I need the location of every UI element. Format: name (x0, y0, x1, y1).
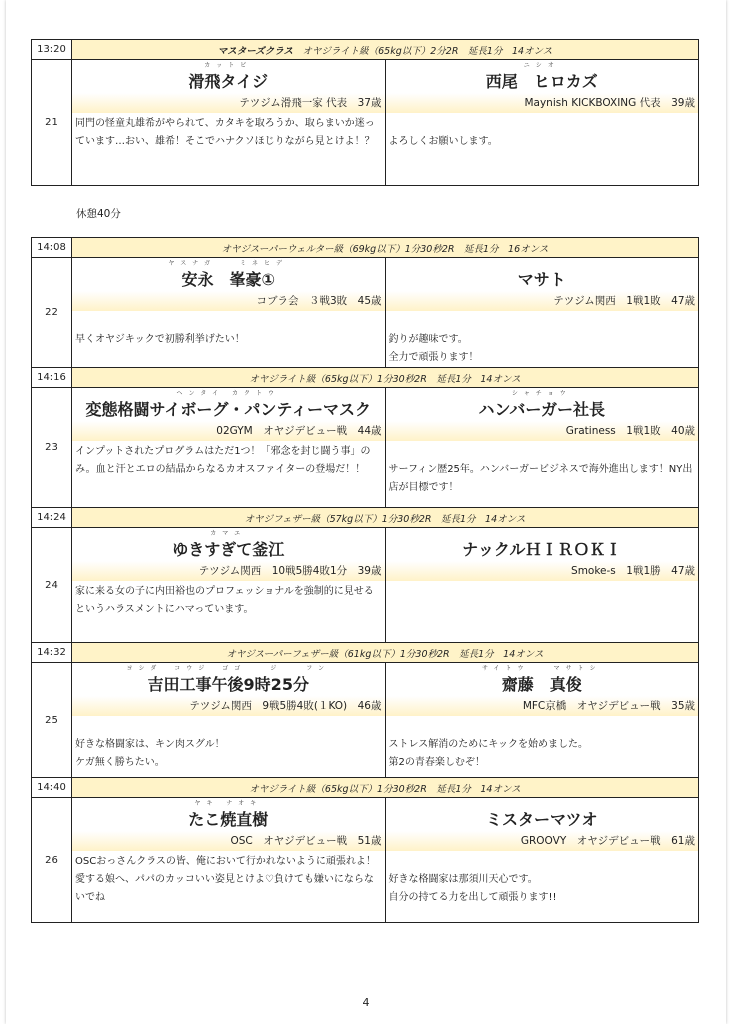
red-corner (72, 388, 386, 508)
red-corner (72, 798, 386, 923)
bout-number: 22 (32, 258, 72, 368)
red-corner (72, 528, 386, 643)
fighter-info: テツジム滑飛一家 代表 37歳 (72, 93, 385, 113)
bout-number: 24 (32, 528, 72, 643)
bout-table-22-26 (31, 237, 699, 923)
fighter-comment: 同門の怪童丸雄希がやられて、カタキを取ろうか、取らまいか迷っています…おい、雄希！そこでハナクソほじりながら見とけよ！？ (75, 118, 375, 147)
fighter-comment: サーフィン歴25年。ハンバーガービジネスで海外進出します！NY出店が目標です！ (388, 464, 693, 493)
weight-class: オヤジライト級（65kg以下）1分30秒2R 延長1分 14オンス (72, 368, 699, 388)
fighter-comment: OSCおっさんクラスの皆、俺において行かれないように頑張れよ！愛する娘へ、パパのカッコいい姿見とけよ♡負けても嫌いにならないでね (75, 856, 376, 903)
blue-corner (385, 60, 699, 186)
bout-row (32, 388, 699, 508)
weight-class: オヤジスーパーウェルター級（69kg以下）1分30秒2R 延長1分 16オンス (72, 238, 699, 258)
bout-number: 25 (32, 663, 72, 778)
fighter-name: 変態格闘サイボーグ・パンティーマスク (85, 400, 372, 419)
blue-corner (385, 798, 699, 923)
fighter-ruby: カットビ (204, 62, 253, 69)
fighter-info: MFC京橋 オヤジデビュー戦 35歳 (386, 696, 699, 716)
fighter-info: Smoke-s 1戦1勝 47歳 (386, 561, 699, 581)
rest-break: 休憩40分 (76, 208, 121, 220)
fighter-comment: 家に来る女の子に内田裕也のプロフェッショナルを強制的に見せるというハラスメントにハマっています。 (75, 586, 374, 615)
bout-time: 14:16 (32, 368, 72, 388)
weight-class: オヤジライト級（65kg以下）1分30秒2R 延長1分 14オンス (72, 778, 699, 798)
fighter-comment: 釣りが趣味です。 全力で頑張ります！ (388, 334, 479, 363)
fighter-ruby: ヨシダ コウジ ゴゴ ジ フン (126, 665, 331, 672)
page-number: 4 (362, 996, 370, 1009)
fighter-ruby (386, 798, 699, 809)
red-corner (72, 60, 386, 186)
class-detail: オヤジライト級（65kg以下）2分2R 延長1分 14オンス (302, 45, 553, 57)
weight-class: オヤジフェザー級（57kg以下）1分30秒2R 延長1分 14オンス (72, 508, 699, 528)
bout-time: 14:40 (32, 778, 72, 798)
bout-number: 26 (32, 798, 72, 923)
fighter-info: OSC オヤジデビュー戦 51歳 (72, 831, 385, 851)
fighter-info: テツジム関西 1戦1敗 47歳 (386, 291, 699, 311)
weight-class: オヤジスーパーフェザー級（61kg以下）1分30秒2R 延長1分 14オンス (72, 643, 699, 663)
bout-table-21 (31, 39, 699, 186)
fighter-info: GROOVY オヤジデビュー戦 61歳 (386, 831, 699, 851)
bout-header-row (32, 508, 699, 528)
fighter-info: 02GYM オヤジデビュー戦 44歳 (72, 421, 385, 441)
fighter-comment: ストレス解消のためにキックを始めました。 第2の青春楽しむぞ！ (388, 739, 588, 768)
fighter-comment: インプットされたプログラムはただ1つ！「邪念を封じ闘う事」のみ。血と汗とエロの結晶からなるカオスファイターの登場だ！！ (75, 446, 371, 475)
bout-time: 14:08 (32, 238, 72, 258)
fighter-comment (386, 581, 699, 601)
fighter-comment: 好きな格闘家は那須川天心です。 自分の持てる力を出して頑張ります!! (388, 874, 557, 903)
bout-number: 21 (32, 60, 72, 186)
bout-header-row (32, 238, 699, 258)
fighter-comment: 早くオヤジキックで初勝利挙げたい！ (75, 334, 245, 345)
fighter-ruby: カマエ (210, 530, 247, 537)
bout-number: 23 (32, 388, 72, 508)
bout-row (32, 663, 699, 778)
fighter-name: 齋藤 真俊 (501, 675, 582, 694)
fighter-name: 滑飛タイジ (188, 72, 269, 91)
fighter-ruby: ヤスナガ ミネヒデ (168, 260, 289, 267)
bout-row (32, 798, 699, 923)
fighter-info: Maynish KICKBOXING 代表 39歳 (386, 93, 699, 113)
bout-row (32, 528, 699, 643)
fighter-name: ミスターマツオ (485, 810, 598, 829)
red-corner (72, 258, 386, 368)
fighter-name: ゆきすぎて釜江 (172, 540, 285, 559)
weight-class (72, 40, 699, 60)
fighter-comment: 好きな格闘家は、キン肉スグル！ ケガ無く勝ちたい。 (75, 739, 225, 768)
fighter-name: 西尾 ヒロカズ (485, 72, 598, 91)
fighter-name: ナックルＨＩＲＯＫＩ (462, 540, 622, 559)
fighter-ruby (386, 258, 699, 269)
blue-corner (385, 258, 699, 368)
fighter-name: マサト (517, 270, 566, 289)
fighter-name: 安永 峯豪① (181, 270, 276, 289)
blue-corner (385, 663, 699, 778)
bout-row (32, 258, 699, 368)
fighter-info: テツジム関西 9戦5勝4敗(１KO) 46歳 (72, 696, 385, 716)
bout-time: 14:24 (32, 508, 72, 528)
fighter-ruby: ヘンタイ カクトウ (176, 390, 281, 397)
fighter-name: たこ焼直樹 (188, 810, 269, 829)
bout-time: 13:20 (32, 40, 72, 60)
class-title: マスターズクラス (217, 45, 293, 57)
blue-corner (385, 388, 699, 508)
bout-header-row (32, 643, 699, 663)
fighter-info: テツジム関西 10戦5勝4敗1分 39歳 (72, 561, 385, 581)
bout-header-row (32, 368, 699, 388)
fighter-name: 吉田工事午後9時25分 (147, 675, 309, 694)
red-corner (72, 663, 386, 778)
fighter-info: Gratiness 1戦1敗 40歳 (386, 421, 699, 441)
fighter-comment: よろしくお願いします。 (388, 136, 498, 147)
blue-corner (385, 528, 699, 643)
fighter-ruby: サイトウ マサトシ (481, 665, 602, 672)
fighter-ruby (386, 528, 699, 539)
fighter-ruby: ヤキ ナオキ (194, 800, 263, 807)
fighter-info: コブラ会 ３戦3敗 45歳 (72, 291, 385, 311)
bout-time: 14:32 (32, 643, 72, 663)
fighter-ruby: ニシオ (523, 62, 560, 69)
fighter-name: ハンバーガー社長 (478, 400, 606, 419)
bout-header-row (32, 778, 699, 798)
fighter-ruby: シャチョウ (511, 390, 572, 397)
